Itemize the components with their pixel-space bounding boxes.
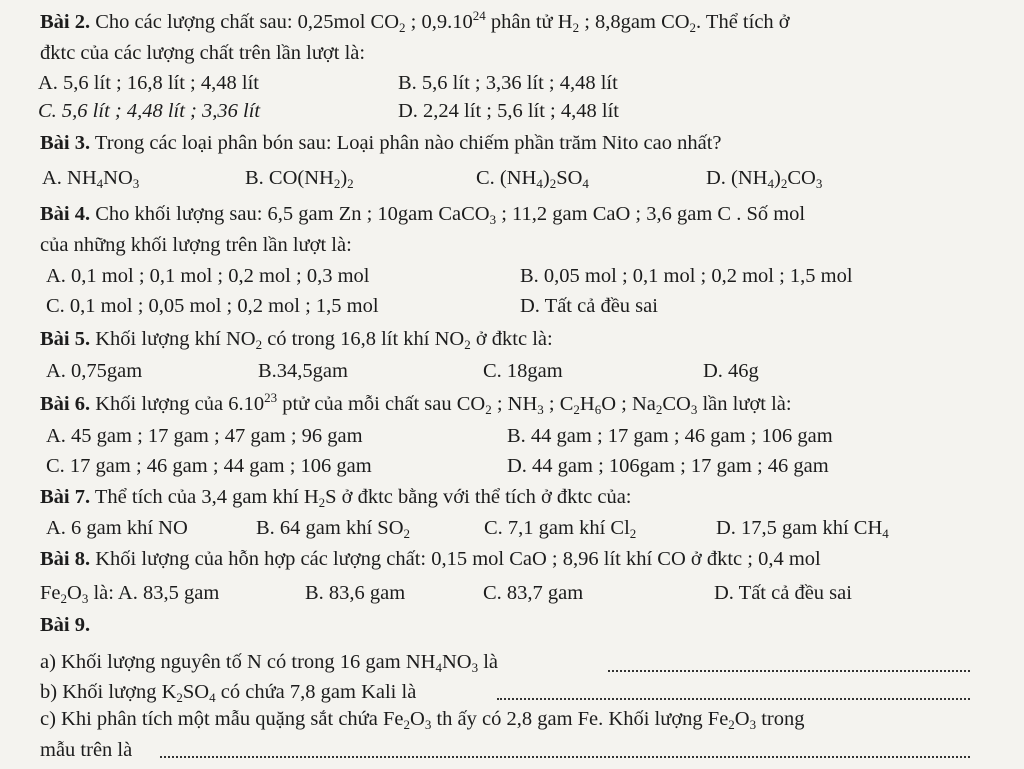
- bai6-option-d: D. 44 gam ; 106gam ; 17 gam ; 46 gam: [507, 455, 829, 477]
- bai5-question: Bài 5. Khối lượng khí $NO_2$ có trong 16,8 lít khí $NO_2$ ở đktc là:: [40, 328, 553, 352]
- bai4-option-b: B. 0,05 mol ; 0,1 mol ; 0,2 mol ; 1,5 mol: [520, 265, 853, 287]
- bai6-option-b: B. 44 gam ; 17 gam ; 46 gam ; 106 gam: [507, 425, 833, 447]
- bai6-option-c: C. 17 gam ; 46 gam ; 44 gam ; 106 gam: [46, 455, 372, 477]
- bai2-option-a: A. 5,6 lít ; 16,8 lít ; 4,48 lít: [38, 72, 259, 94]
- bai8-line1: Bài 8. Khối lượng của hỗn hợp các lượng chất: 0,15 mol CaO ; 8,96 lít khí CO ở đktc ; 0,4 mol: [40, 548, 821, 570]
- bai9c-answer-line[interactable]: [160, 756, 970, 758]
- bai9-label: Bài 9.: [40, 614, 91, 636]
- bai2-label: Bài 2.: [40, 11, 91, 33]
- bai4-option-d: D. Tất cả đều sai: [520, 295, 658, 317]
- bai6-option-a: A. 45 gam ; 17 gam ; 47 gam ; 96 gam: [46, 425, 363, 447]
- bai5-option-a: A. 0,75gam: [46, 360, 143, 382]
- bai6-question: Bài 6. Khối lượng của 6.10$^{23}$ ptử của mỗi chất sau $CO_2$ ; $NH_3$ ; $C_2H_6O$ ; $Na_2CO_3$ lần lượt là:: [40, 390, 792, 417]
- bai5-option-b: B.34,5gam: [258, 360, 348, 382]
- bai4-option-c: C. 0,1 mol ; 0,05 mol ; 0,2 mol ; 1,5 mol: [46, 295, 379, 317]
- bai8-option-c: C. 83,7 gam: [483, 582, 584, 604]
- bai7-question: Bài 7. Thể tích của 3,4 gam khí $H_2S$ ở đktc bằng với thể tích ở đktc của:: [40, 486, 632, 510]
- bai4-line2: của những khối lượng trên lần lượt là:: [40, 234, 352, 256]
- bai7-option-a: A. 6 gam khí NO: [46, 517, 188, 539]
- bai7-option-c: C. 7,1 gam khí $Cl_2$: [484, 517, 637, 541]
- bai8-line2-option-a: $Fe_2O_3$ là: A. 83,5 gam: [40, 582, 220, 606]
- bai4-option-a: A. 0,1 mol ; 0,1 mol ; 0,2 mol ; 0,3 mol: [46, 265, 370, 287]
- bai3-option-b: B. $CO(NH_2)_2$: [245, 167, 354, 191]
- bai9-part-b: b) Khối lượng $K_2SO_4$ có chứa 7,8 gam Kali là: [40, 681, 417, 705]
- bai2-line2: đktc của các lượng chất trên lần lượt là:: [40, 42, 366, 64]
- bai4-line1: Bài 4. Cho khối lượng sau: 6,5 gam Zn ; 10gam CaCO$_3$ ; 11,2 gam CaO ; 3,6 gam C . Số mol: [40, 203, 806, 227]
- bai2-line1: Bài 2. Cho các lượng chất sau: 0,25mol $CO_2$ ; 0,9.10$^{24}$ phân tử $H_2$ ; 8,8gam $CO_2$. Thể tích ở: [40, 8, 790, 35]
- bai9-part-a: a) Khối lượng nguyên tố N có trong 16 gam $NH_4NO_3$ là: [40, 651, 498, 675]
- bai2-option-b: B. 5,6 lít ; 3,36 lít ; 4,48 lít: [398, 72, 618, 94]
- bai3-option-d: D. $(NH_4)_2CO_3$: [706, 167, 823, 191]
- bai5-option-c: C. 18gam: [483, 360, 563, 382]
- bai3-option-c: C. $(NH_4)_2SO_4$: [476, 167, 589, 191]
- bai3-option-a: A. $NH_4NO_3$: [42, 167, 140, 191]
- bai2-option-c: C. 5,6 lít ; 4,48 lít ; 3,36 lít: [38, 100, 261, 122]
- bai9-part-c-line2: mẫu trên là: [40, 739, 133, 761]
- bai9-part-c: c) Khi phân tích một mẫu quặng sắt chứa $Fe_2O_3$ th ấy có 2,8 gam Fe. Khối lượng $Fe_2O_3$ trong: [40, 708, 805, 732]
- bai7-option-d: D. 17,5 gam khí $CH_4$: [716, 517, 889, 541]
- bai5-option-d: D. 46g: [703, 360, 759, 382]
- bai8-option-b: B. 83,6 gam: [305, 582, 406, 604]
- bai3-question: Bài 3. Trong các loại phân bón sau: Loại phân nào chiếm phần trăm Nito cao nhất?: [40, 132, 722, 154]
- bai9b-answer-line[interactable]: [497, 698, 970, 700]
- bai2-option-d: D. 2,24 lít ; 5,6 lít ; 4,48 lít: [398, 100, 619, 122]
- bai9a-answer-line[interactable]: [608, 670, 970, 672]
- bai8-option-d: D. Tất cả đều sai: [714, 582, 852, 604]
- bai7-option-b: B. 64 gam khí $SO_2$: [256, 517, 410, 541]
